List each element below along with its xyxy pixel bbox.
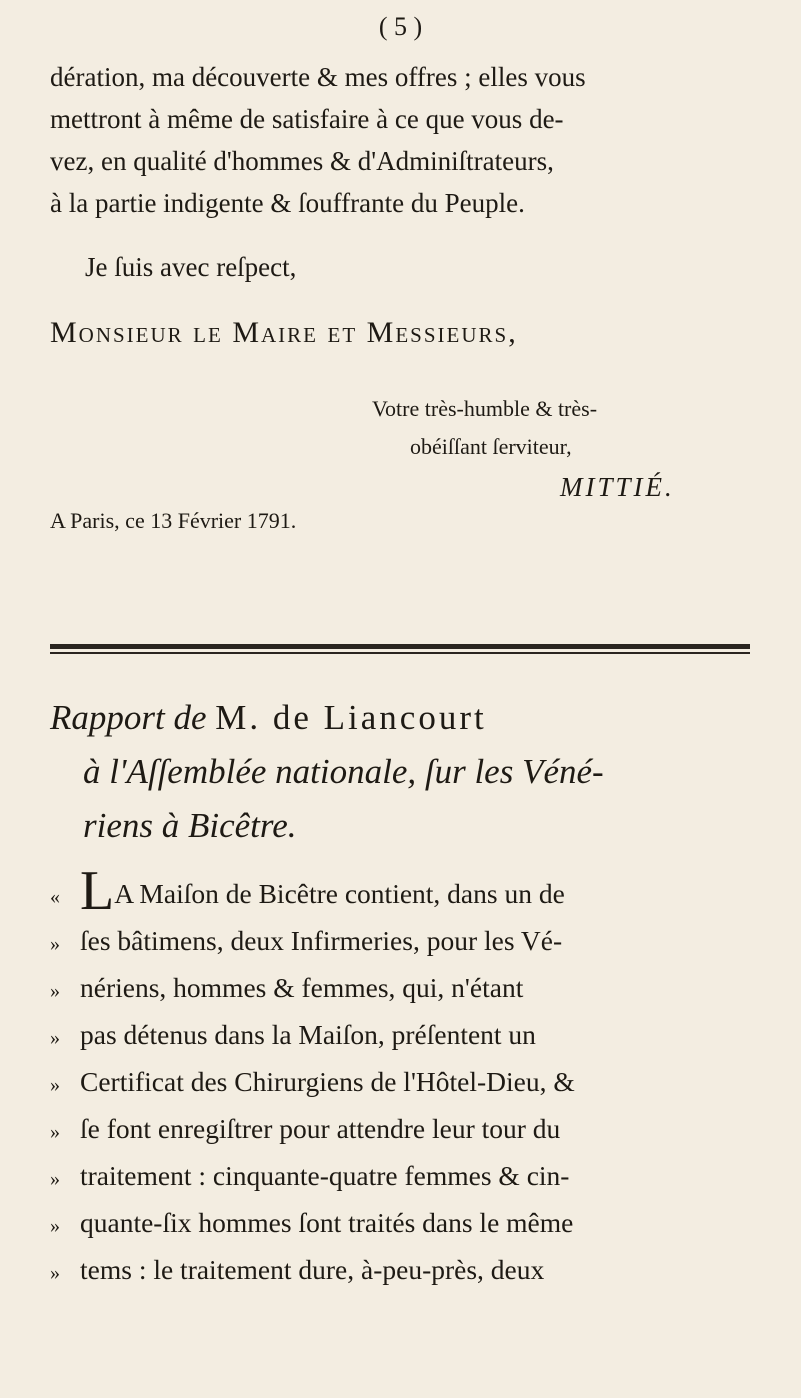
quote-mark: » [50, 1168, 60, 1190]
signature-line: obéiſſant ſerviteur, [410, 434, 572, 459]
divider-rule [50, 644, 750, 649]
quote-mark: » [50, 1074, 60, 1096]
drop-cap: L [80, 860, 115, 922]
body-text: tems : le traitement dure, à-peu-près, deux [80, 1254, 545, 1285]
quote-mark: » [50, 1121, 60, 1143]
body-text: pas détenus dans la Maiſon, préſentent un [80, 1019, 536, 1050]
signature-name: MITTIÉ. [560, 472, 675, 502]
body-text: Certificat des Chirurgiens de l'Hôtel-Dieu, & [80, 1066, 575, 1097]
quote-mark: » [50, 1262, 60, 1284]
quote-mark: » [50, 933, 60, 955]
body-line [50, 1066, 750, 1098]
divider-rule-thin [50, 652, 750, 654]
body-line [50, 1254, 750, 1286]
salutation: Monsieur le Maire et Messieurs, [50, 316, 518, 349]
quote-mark: » [50, 1215, 60, 1237]
report-heading-line: riens à Bicêtre. [83, 806, 297, 845]
body-line [50, 1207, 750, 1239]
report-heading-line: à l'Aſſemblée nationale, ſur les Véné- [83, 752, 604, 791]
signature-line: Votre très-humble & très- [372, 396, 598, 421]
body-text: nériens, hommes & femmes, qui, n'étant [80, 972, 524, 1003]
body-text: ſes bâtimens, deux Infirmeries, pour les Vé- [80, 925, 563, 956]
body-text: ſe font enregiſtrer pour attendre leur tour du [80, 1113, 561, 1144]
intro-line: à la partie indigente & ſouffrante du Peuple. [50, 188, 525, 218]
report-heading [50, 698, 487, 738]
intro-line: vez, en qualité d'hommes & d'Adminiſtrateurs, [50, 146, 554, 176]
body-line [50, 972, 750, 1004]
intro-line: mettront à même de satisfaire à ce que vous de- [50, 104, 564, 134]
report-heading-part2: M. de Liancourt [215, 698, 487, 737]
intro-line: dération, ma découverte & mes offres ; elles vous [50, 62, 586, 92]
body-line [50, 1160, 750, 1192]
body-line [50, 925, 750, 957]
quote-mark: » [50, 1027, 60, 1049]
body-text: quante-ſix hommes ſont traités dans le même [80, 1207, 574, 1238]
quote-mark: » [50, 980, 60, 1002]
body-text: traitement : cinquante-quatre femmes & cin- [80, 1160, 570, 1191]
place-date: A Paris, ce 13 Février 1791. [50, 508, 297, 533]
closing-formula: Je ſuis avec reſpect, [85, 252, 297, 282]
body-text: A Maiſon de Bicêtre contient, dans un de [114, 878, 565, 909]
report-heading-part1: Rapport de [50, 698, 207, 737]
body-line [50, 860, 750, 922]
body-line [50, 1113, 750, 1145]
quote-mark: « [50, 886, 60, 908]
page-number: ( 5 ) [378, 12, 423, 41]
body-line [50, 1019, 750, 1051]
